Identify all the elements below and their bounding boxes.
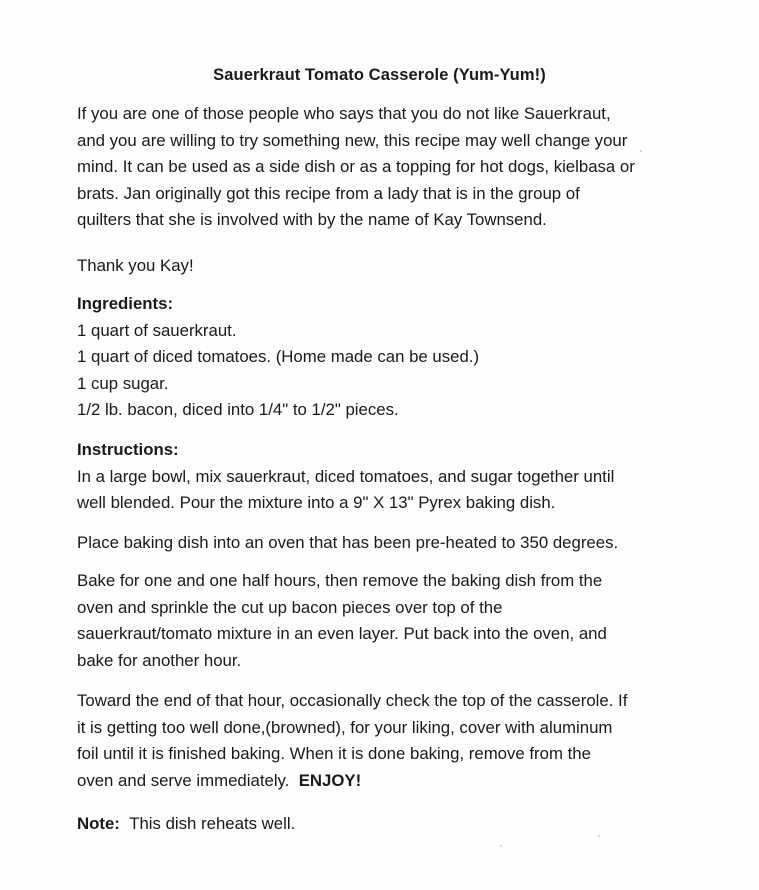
note-label: Note:: [77, 814, 120, 833]
recipe-title: Sauerkraut Tomato Casserole (Yum-Yum!): [213, 66, 546, 84]
instruction-line: oven and sprinkle the cut up bacon pieces over top of the: [77, 597, 503, 617]
instructions-heading: Instructions:: [77, 440, 179, 459]
instruction-line: foil until it is finished baking. When it is done baking, remove from the: [77, 744, 591, 763]
ingredient-item: 1 quart of diced tomatoes. (Home made can be used.): [77, 347, 480, 366]
instruction-paragraph: [77, 568, 717, 674]
intro-line: quilters that she is involved with by the name of Kay Townsend.: [77, 210, 547, 229]
instruction-line: well blended. Pour the mixture into a 9" X 13" Pyrex baking dish.: [77, 493, 556, 512]
note-text: This dish reheats well.: [129, 814, 296, 833]
instruction-text: oven and serve immediately.: [77, 770, 290, 790]
instruction-line: bake for another hour.: [77, 650, 242, 670]
instruction-line: sauerkraut/tomato mixture in an even layer. Put back into the oven, and: [77, 624, 607, 643]
instruction-line: Toward the end of that hour, occasionally check the top of the casserole. If: [77, 691, 628, 710]
thanks-line: [77, 253, 717, 280]
instruction-line: Place baking dish into an oven that has been pre-heated to 350 degrees.: [77, 533, 619, 552]
intro-line: brats. Jan originally got this recipe from a lady that is in the group of: [77, 183, 580, 203]
ingredient-item: 1 cup sugar.: [77, 373, 169, 393]
ingredient-item: 1 quart of sauerkraut.: [77, 320, 237, 340]
thanks-text: Thank you Kay!: [77, 256, 194, 275]
ingredients-heading: Ingredients:: [77, 294, 174, 313]
ingredients-section: [77, 291, 717, 424]
note-section: [77, 811, 717, 838]
intro-paragraph: [77, 101, 717, 234]
instruction-line: [77, 768, 717, 795]
instruction-line: Bake for one and one half hours, then remove the baking dish from the: [77, 571, 603, 590]
intro-line: and you are willing to try something new, this recipe may well change your: [77, 130, 628, 150]
instruction-line: In a large bowl, mix sauerkraut, diced tomatoes, and sugar together until: [77, 466, 615, 486]
instruction-paragraph: [77, 688, 717, 794]
instruction-line: it is getting too well done,(browned), for your liking, cover with aluminum: [77, 717, 613, 737]
scan-speck: [598, 835, 600, 837]
enjoy-text: ENJOY!: [298, 770, 362, 790]
instruction-paragraph: [77, 530, 717, 557]
ingredient-item: 1/2 lb. bacon, diced into 1/4" to 1/2" pieces.: [77, 400, 399, 419]
instructions-section: [77, 437, 717, 517]
scan-speck: [640, 150, 642, 152]
scan-speck: [500, 845, 502, 847]
intro-line: mind. It can be used as a side dish or as a topping for hot dogs, kielbasa or: [77, 157, 635, 176]
note-line: [77, 811, 717, 838]
intro-line: If you are one of those people who says that you do not like Sauerkraut,: [77, 104, 611, 123]
